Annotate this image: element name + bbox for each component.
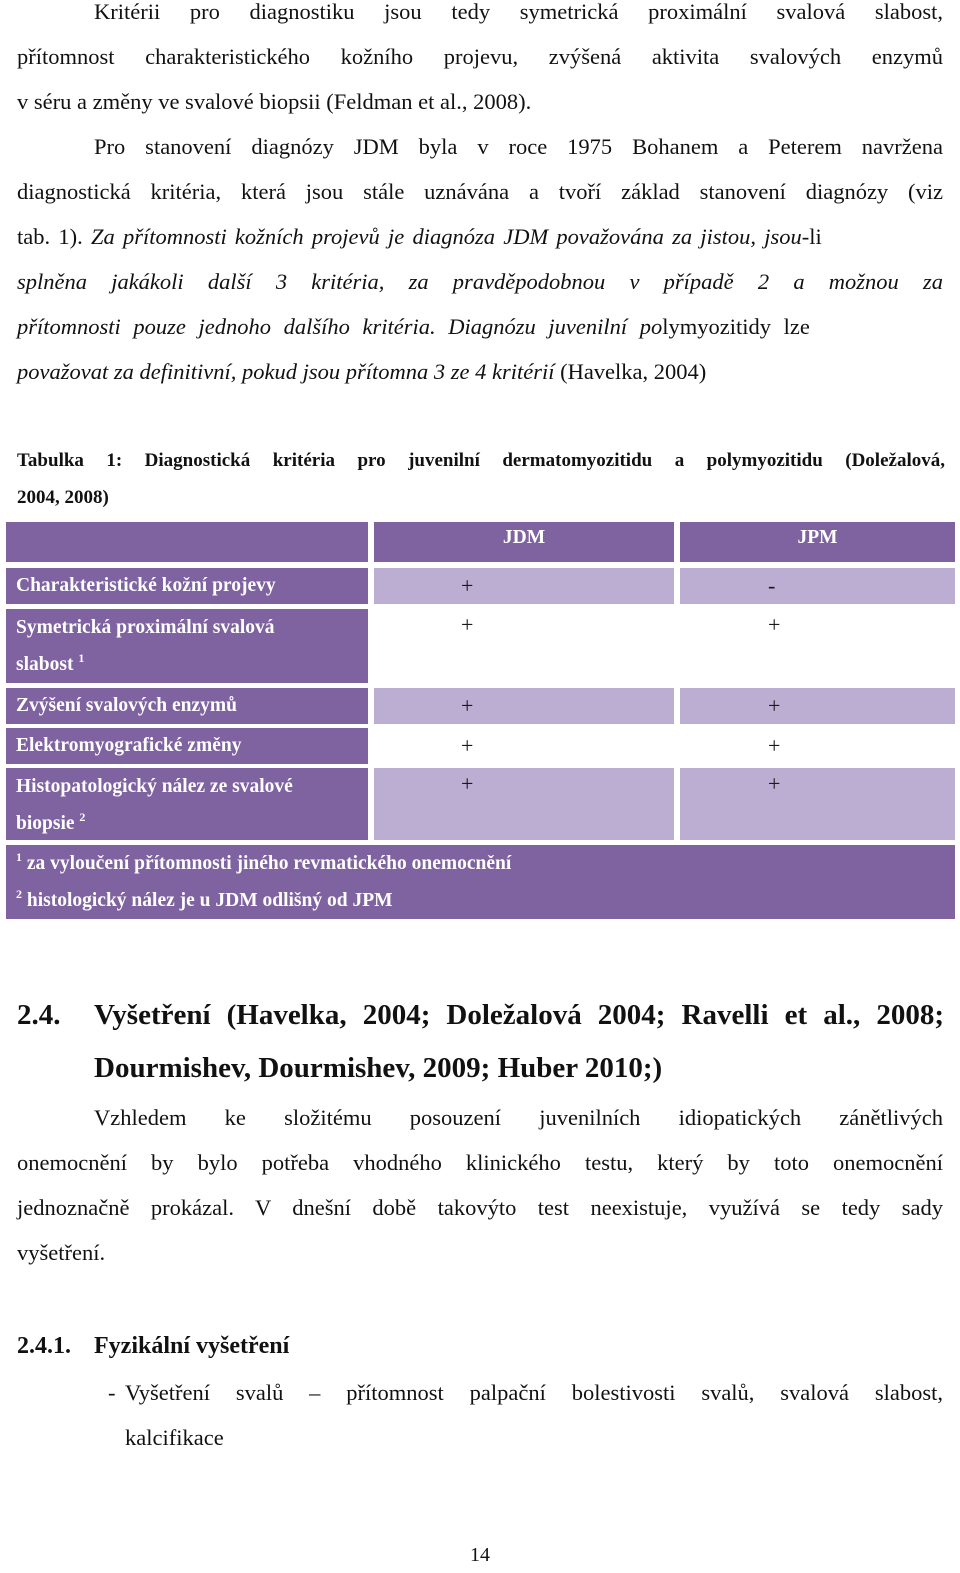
cell-value: +	[768, 693, 781, 718]
paragraph-3-line-1: Vzhledem ke složitému posouzení juvenilních idiopatických zánětlivých	[94, 1105, 943, 1130]
table-footnotes	[6, 845, 955, 919]
paragraph-3-line-4: vyšetření.	[17, 1240, 106, 1265]
paragraph-3-line-3: jednoznačně prokázal. V dnešní době takovýto test neexistuje, využívá se tedy sady	[17, 1195, 943, 1220]
paragraph-1-line-3: v séru a změny ve svalové biopsii (Feldman et al., 2008).	[17, 89, 532, 114]
text-segment: -li	[801, 224, 822, 249]
row-label-skin: Charakteristické kožní projevy	[6, 568, 368, 604]
row-label-emg: Elektromyografické změny	[6, 728, 368, 764]
row-jdm-enzymes	[374, 688, 674, 724]
footnote-mark: 1	[78, 651, 85, 665]
cell-value: +	[461, 573, 474, 598]
cell-value: +	[768, 612, 781, 637]
row-label-weakness	[6, 609, 368, 683]
cell-value: +	[461, 771, 474, 796]
bullet-line-2: kalcifikace	[125, 1425, 224, 1450]
italic-text: přítomnosti pouze jednoho dalšího kritéria.	[17, 314, 436, 339]
section-2-4-number: 2.4.	[17, 999, 61, 1031]
table-caption-line-2: 2004, 2008)	[17, 487, 109, 508]
section-2-4-1-title: Fyzikální vyšetření	[94, 1333, 290, 1359]
paragraph-1-line-1: Kritérii pro diagnostiku jsou tedy symetrická proximální svalová slabost,	[94, 0, 943, 24]
bullet-line-1: Vyšetření svalů – přítomnost palpační bolestivosti svalů, svalová slabost,	[125, 1380, 943, 1405]
label-line: Symetrická proximální svalová	[16, 617, 275, 638]
header-empty-cell	[6, 522, 368, 562]
footnote-text: histologický nález je u JDM odlišný od JPM	[26, 890, 393, 911]
row-jpm-emg	[680, 728, 955, 764]
bullet-dash: -	[108, 1380, 116, 1405]
paragraph-2-line-6	[17, 357, 943, 387]
row-jdm-skin	[374, 568, 674, 604]
criteria-table	[6, 522, 955, 919]
paragraph-2-line-1: Pro stanovení diagnózy JDM byla v roce 1975 Bohanem a Peterem navržena	[94, 134, 943, 159]
label-line: Histopatologický nález ze svalové	[16, 776, 293, 797]
cell-value: +	[768, 733, 781, 758]
paragraph-2-line-4: splněna jakákoli další 3 kritéria, za pravděpodobnou v případě 2 a možnou za	[17, 269, 943, 294]
row-jpm-biopsy	[680, 768, 955, 840]
label-line: slabost	[16, 654, 74, 675]
cell-value: +	[461, 612, 474, 637]
footnote-mark: 1	[16, 850, 22, 864]
section-2-4-title-line-2: Dourmishev, Dourmishev, 2009; Huber 2010;)	[94, 1052, 663, 1084]
header-jdm: JDM	[374, 522, 674, 562]
cell-value: +	[461, 733, 474, 758]
text-segment: lymyozitidy lze	[662, 314, 810, 339]
row-label-enzymes: Zvýšení svalových enzymů	[6, 688, 368, 724]
citation: (Havelka, 2004)	[560, 359, 707, 384]
paragraph-1-line-2: přítomnost charakteristického kožního projevu, zvýšená aktivita svalových enzymů	[17, 44, 943, 69]
italic-text: považovat za definitivní, pokud jsou přítomna 3 ze 4 kritérií	[17, 359, 555, 384]
paragraph-2-line-3	[17, 222, 943, 252]
section-2-4-title-line-1: Vyšetření (Havelka, 2004; Doležalová 2004; Ravelli et al., 2008;	[94, 999, 944, 1031]
table-caption-line-1: Tabulka 1: Diagnostická kritéria pro juvenilní dermatomyozitidu a polymyozitidu (Doležalová,	[17, 450, 945, 471]
row-jpm-weakness	[680, 609, 955, 683]
text-segment: tab. 1).	[17, 224, 83, 249]
row-jdm-weakness	[374, 609, 674, 683]
footnote-2	[16, 882, 955, 919]
row-jdm-emg	[374, 728, 674, 764]
section-2-4-1-number: 2.4.1.	[17, 1333, 71, 1359]
italic-text: Diagnózu juvenilní po	[448, 314, 663, 339]
page-number: 14	[470, 1544, 490, 1566]
row-label-biopsy	[6, 768, 368, 840]
row-jpm-enzymes	[680, 688, 955, 724]
header-jpm: JPM	[680, 522, 955, 562]
paragraph-3-line-2: onemocnění by bylo potřeba vhodného klinického testu, který by toto onemocnění	[17, 1150, 943, 1175]
paragraph-2-line-2: diagnostická kritéria, která jsou stále uznávána a tvoří základ stanovení diagnózy (viz	[17, 179, 943, 204]
cell-value: +	[461, 693, 474, 718]
footnote-1	[16, 845, 955, 882]
row-jpm-skin	[680, 568, 955, 604]
paragraph-2-line-5	[17, 312, 943, 342]
footnote-text: za vyloučení přítomnosti jiného revmatického onemocnění	[26, 853, 512, 874]
label-line: biopsie	[16, 813, 75, 834]
cell-value: +	[768, 771, 781, 796]
footnote-mark: 2	[16, 887, 22, 901]
footnote-mark: 2	[79, 810, 86, 824]
italic-text: Za přítomnosti kožních projevů je diagnóza JDM považována za jistou, jsou	[90, 224, 802, 249]
row-jdm-biopsy	[374, 768, 674, 840]
cell-value: -	[768, 573, 776, 598]
